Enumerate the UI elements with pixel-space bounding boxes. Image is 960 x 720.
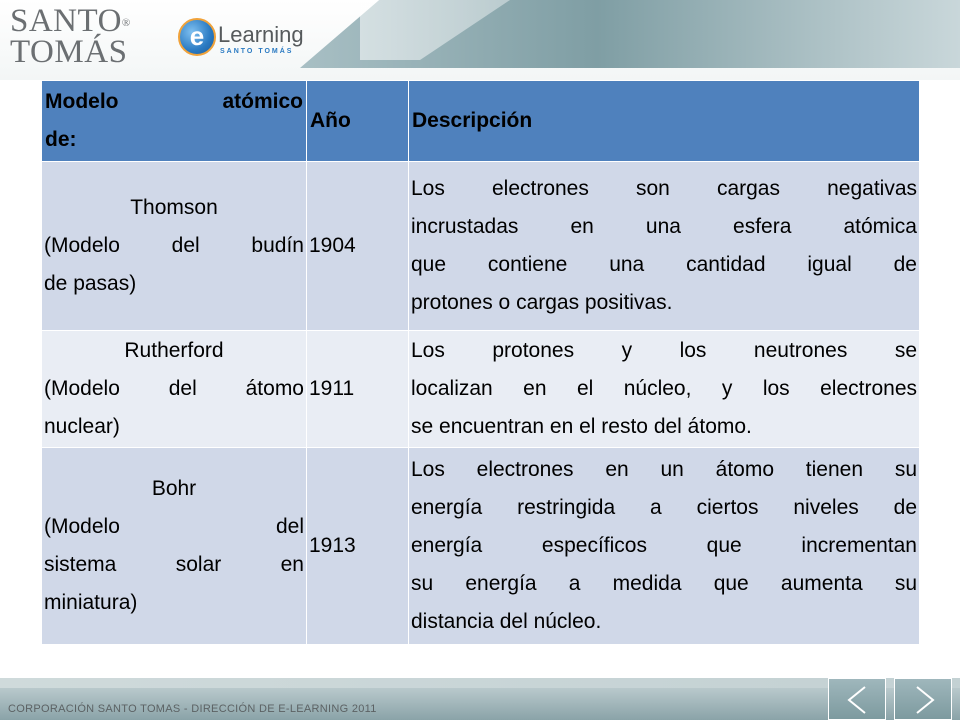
description-line: su energía a medida que aumenta su — [411, 572, 917, 595]
model-cell — [42, 448, 307, 645]
model-detail-line: sistema solar en — [44, 553, 304, 576]
description-line: Los electrones en un átomo tienen su — [411, 458, 917, 481]
header-model-line: Modelo atómico — [45, 90, 303, 113]
elearning-subtitle: SANTO TOMÁS — [220, 48, 294, 55]
logo-registered-mark: ® — [121, 17, 131, 29]
model-cell — [42, 162, 307, 331]
model-detail-line: de pasas) — [44, 272, 137, 295]
model-detail-line: (Modelo del átomo — [44, 377, 304, 400]
description-line: localizan en el núcleo, y los electrones — [411, 377, 917, 400]
header-year: Año — [307, 81, 409, 162]
model-detail-line: (Modelo del — [44, 515, 304, 538]
description-line: protones o cargas positivas. — [411, 291, 673, 314]
description-line: que contiene una cantidad igual de — [411, 253, 917, 276]
description-line: Los electrones son cargas negativas — [411, 177, 917, 200]
description-line: se encuentran en el resto del átomo. — [411, 415, 752, 438]
previous-slide-button[interactable] — [828, 678, 886, 720]
model-detail-line: nuclear) — [44, 415, 120, 438]
year-cell: 1911 — [307, 331, 409, 448]
description-line: incrustadas en una esfera atómica — [411, 215, 917, 238]
header-description: Descripción — [409, 81, 920, 162]
description-cell — [409, 162, 920, 331]
header-model — [42, 81, 307, 162]
model-detail-line: (Modelo del budín — [44, 234, 304, 257]
chevron-right-icon — [909, 685, 939, 715]
year-cell: 1904 — [307, 162, 409, 331]
description-line: Los protones y los neutrones se — [411, 339, 917, 362]
elearning-logo — [178, 18, 308, 68]
footer-divider — [0, 678, 960, 688]
description-line: energía específicos que incrementan — [411, 534, 917, 557]
model-name: Thomson — [130, 196, 218, 219]
table-row — [42, 162, 920, 331]
slide-header — [0, 0, 960, 80]
atomic-models-table — [41, 80, 920, 645]
logo-line2: TOMÁS — [10, 34, 128, 70]
model-cell — [42, 331, 307, 448]
footer-credit: CORPORACIÓN SANTO TOMAS - DIRECCIÓN DE E-LEARNING 2011 — [8, 703, 377, 715]
elearning-word: Learning — [218, 22, 304, 47]
elearning-e-icon: e — [178, 18, 216, 56]
chevron-left-icon — [843, 685, 873, 715]
model-name: Bohr — [151, 477, 197, 500]
description-cell — [409, 448, 920, 645]
table-row — [42, 331, 920, 448]
description-line: distancia del núcleo. — [411, 610, 602, 633]
model-name: Rutherford — [124, 339, 224, 362]
header-model-line: de: — [45, 128, 77, 151]
logo-line1: SANTO — [10, 3, 122, 39]
model-detail-line: miniatura) — [44, 591, 138, 614]
table-header-row — [42, 81, 920, 162]
year-cell: 1913 — [307, 448, 409, 645]
next-slide-button[interactable] — [894, 678, 952, 720]
table-row — [42, 448, 920, 645]
santo-tomas-logo — [10, 3, 140, 70]
description-line: energía restringida a ciertos niveles de — [411, 496, 917, 519]
description-cell — [409, 331, 920, 448]
